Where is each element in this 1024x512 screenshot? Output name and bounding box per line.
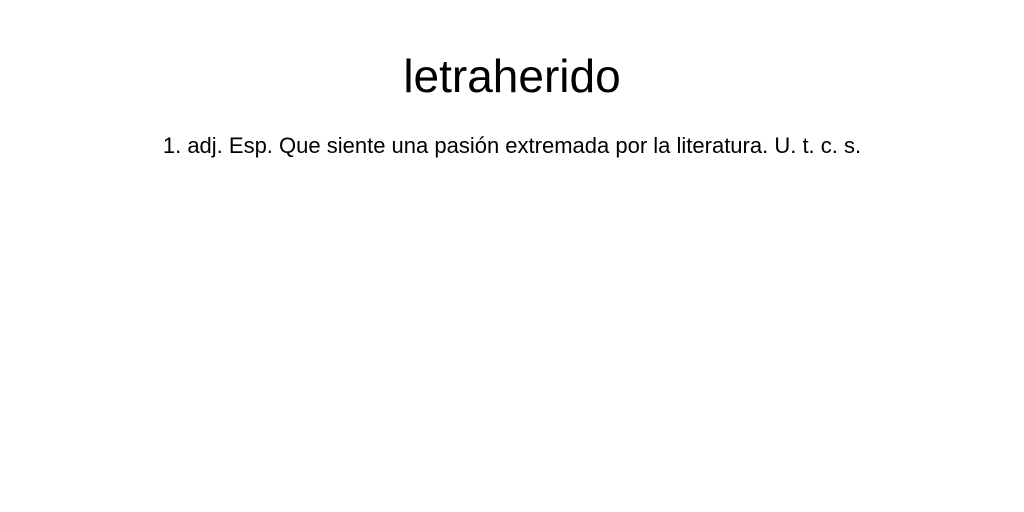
definition-1: 1. adj. Esp. Que siente una pasión extremada por la literatura. U. t. c. s.: [162, 133, 862, 158]
headword: letraherido: [403, 50, 621, 102]
